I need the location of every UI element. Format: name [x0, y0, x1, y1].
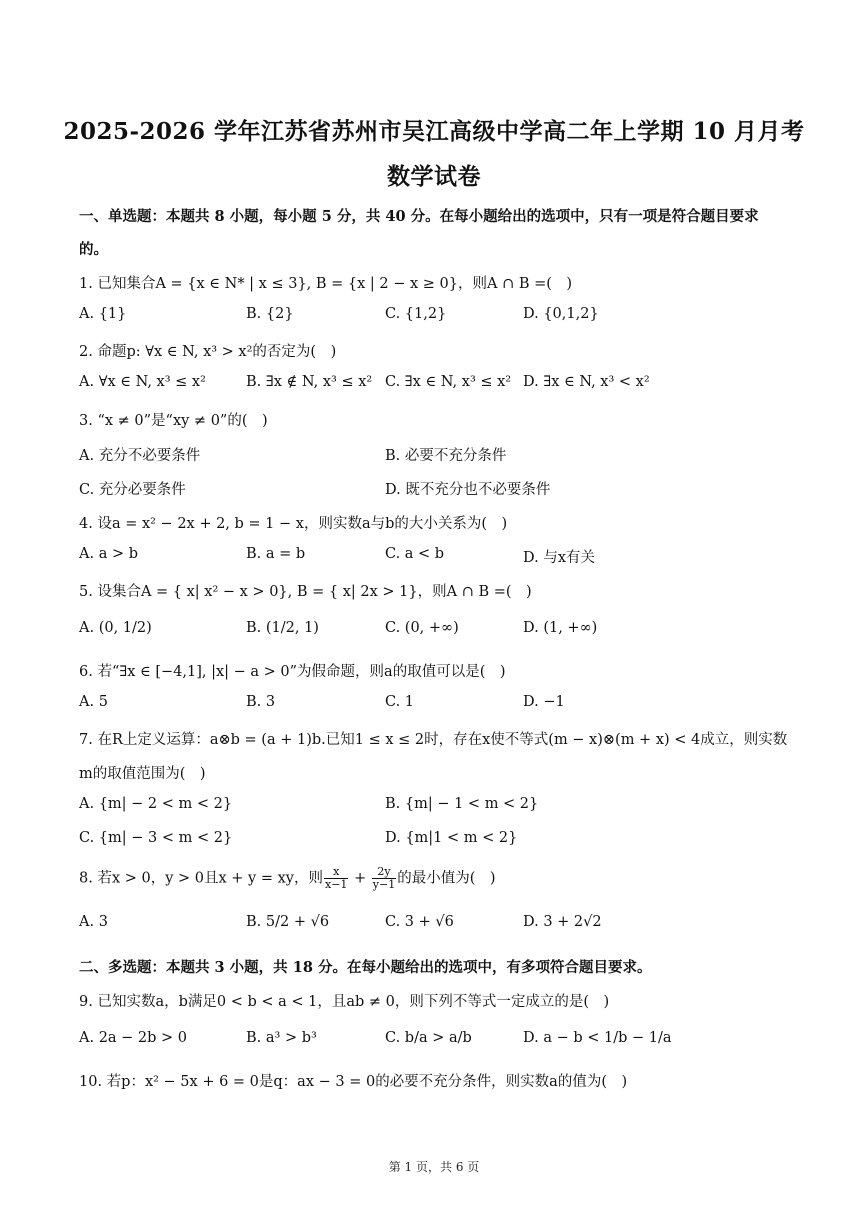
q8-text-end: 的最小值为( ) — [397, 870, 496, 887]
q4-option-a: A. a > b — [79, 546, 138, 562]
page-footer: 第 1 页，共 6 页 — [388, 1160, 480, 1174]
section-1-heading: 一、单选题：本题共 8 小题，每小题 5 分，共 40 分。在每小题给出的选项中，只有一项是符合题目要求 — [79, 208, 759, 225]
q8-option-a: A. 3 — [79, 914, 108, 930]
q7-option-d: D. {m|1 < m < 2} — [385, 830, 518, 846]
section-1-heading-cont: 的。 — [79, 241, 108, 258]
q8-fraction-2 — [372, 866, 396, 891]
q5-option-c: C. (0, +∞) — [385, 620, 459, 636]
q7-option-c: C. {m| − 3 < m < 2} — [79, 830, 233, 846]
q2-option-d: D. ∃x ∈ N, x³ < x² — [523, 374, 650, 390]
q2-option-a: A. ∀x ∈ N, x³ ≤ x² — [79, 374, 206, 390]
q1-option-b: B. {2} — [246, 306, 294, 322]
q4-option-d: D. 与x有关 — [523, 550, 596, 566]
question-4: 4. 设a = x² − 2x + 2, b = 1 − x，则实数a与b的大小关系为( ) — [79, 516, 508, 532]
q6-option-d: D. −1 — [523, 694, 565, 710]
question-8 — [79, 866, 496, 891]
q1-option-d: D. {0,1,2} — [523, 306, 599, 322]
q6-option-a: A. 5 — [79, 694, 108, 710]
q9-option-b: B. a³ > b³ — [246, 1030, 317, 1046]
doc-title: 2025-2026 学年江苏省苏州市吴江高级中学高二年上学期 10 月月考 — [63, 118, 805, 145]
q6-option-b: B. 3 — [246, 694, 276, 710]
q8-fraction-2-numerator: 2y — [372, 866, 396, 879]
q7-option-b: B. {m| − 1 < m < 2} — [385, 796, 539, 812]
q9-option-a: A. 2a − 2b > 0 — [79, 1030, 188, 1046]
question-2: 2. 命题p: ∀x ∈ N, x³ > x²的否定为( ) — [79, 344, 337, 360]
q3-option-a: A. 充分不必要条件 — [79, 448, 201, 464]
q2-option-c: C. ∃x ∈ N, x³ ≤ x² — [385, 374, 512, 390]
q8-option-d: D. 3 + 2√2 — [523, 914, 602, 930]
question-7: 7. 在R上定义运算：a⊗b = (a + 1)b.已知1 ≤ x ≤ 2时，存在x使不等式(m − x)⊗(m + x) < 4成立，则实数 — [79, 732, 788, 748]
q2-option-b: B. ∃x ∉ N, x³ ≤ x² — [246, 374, 373, 390]
question-5: 5. 设集合A = { x| x² − x > 0}, B = { x| 2x > 1}，则A ∩ B =( ) — [79, 584, 532, 600]
q1-option-c: C. {1,2} — [385, 306, 447, 322]
q4-option-b: B. a = b — [246, 546, 306, 562]
section-2-heading: 二、多选题：本题共 3 小题，共 18 分。在每小题给出的选项中，有多项符合题目要求。 — [79, 959, 652, 976]
q8-option-b: B. 5/2 + √6 — [246, 914, 330, 930]
question-1: 1. 已知集合A = {x ∈ N* | x ≤ 3}, B = {x | 2 − x ≥ 0}，则A ∩ B =( ) — [79, 276, 573, 292]
q6-option-c: C. 1 — [385, 694, 415, 710]
q5-option-d: D. (1, +∞) — [523, 620, 598, 636]
q3-option-c: C. 充分必要条件 — [79, 482, 186, 498]
q8-option-c: C. 3 + √6 — [385, 914, 454, 930]
doc-subtitle: 数学试卷 — [387, 163, 481, 190]
q1-option-a: A. {1} — [79, 306, 127, 322]
q8-fraction-2-denominator: y−1 — [372, 878, 396, 891]
q5-option-b: B. (1/2, 1) — [246, 620, 319, 636]
q8-fraction-1-denominator: x−1 — [324, 878, 348, 891]
q7-option-a: A. {m| − 2 < m < 2} — [79, 796, 233, 812]
question-9: 9. 已知实数a，b满足0 < b < a < 1，且ab ≠ 0，则下列不等式一定成立的是( ) — [79, 994, 610, 1010]
q5-option-a: A. (0, 1/2) — [79, 620, 152, 636]
q8-text-start: 8. 若x > 0，y > 0且x + y = xy，则 — [79, 870, 323, 887]
question-10: 10. 若p：x² − 5x + 6 = 0是q：ax − 3 = 0的必要不充分条件，则实数a的值为( ) — [79, 1074, 628, 1090]
q8-fraction-1-numerator: x — [324, 866, 348, 879]
q8-fraction-1 — [324, 866, 348, 891]
question-6: 6. 若“∃x ∈ [−4,1], |x| − a > 0”为假命题，则a的取值可以是( ) — [79, 664, 506, 680]
q9-option-d: D. a − b < 1/b − 1/a — [523, 1030, 672, 1046]
q3-option-b: B. 必要不充分条件 — [385, 448, 507, 464]
q4-option-c: C. a < b — [385, 546, 445, 562]
question-3: 3. “x ≠ 0”是“xy ≠ 0”的( ) — [79, 413, 268, 429]
q3-option-d: D. 既不充分也不必要条件 — [385, 482, 551, 498]
question-7-cont: m的取值范围为( ) — [79, 766, 206, 782]
q9-option-c: C. b/a > a/b — [385, 1030, 472, 1046]
q8-plus: + — [349, 870, 371, 887]
